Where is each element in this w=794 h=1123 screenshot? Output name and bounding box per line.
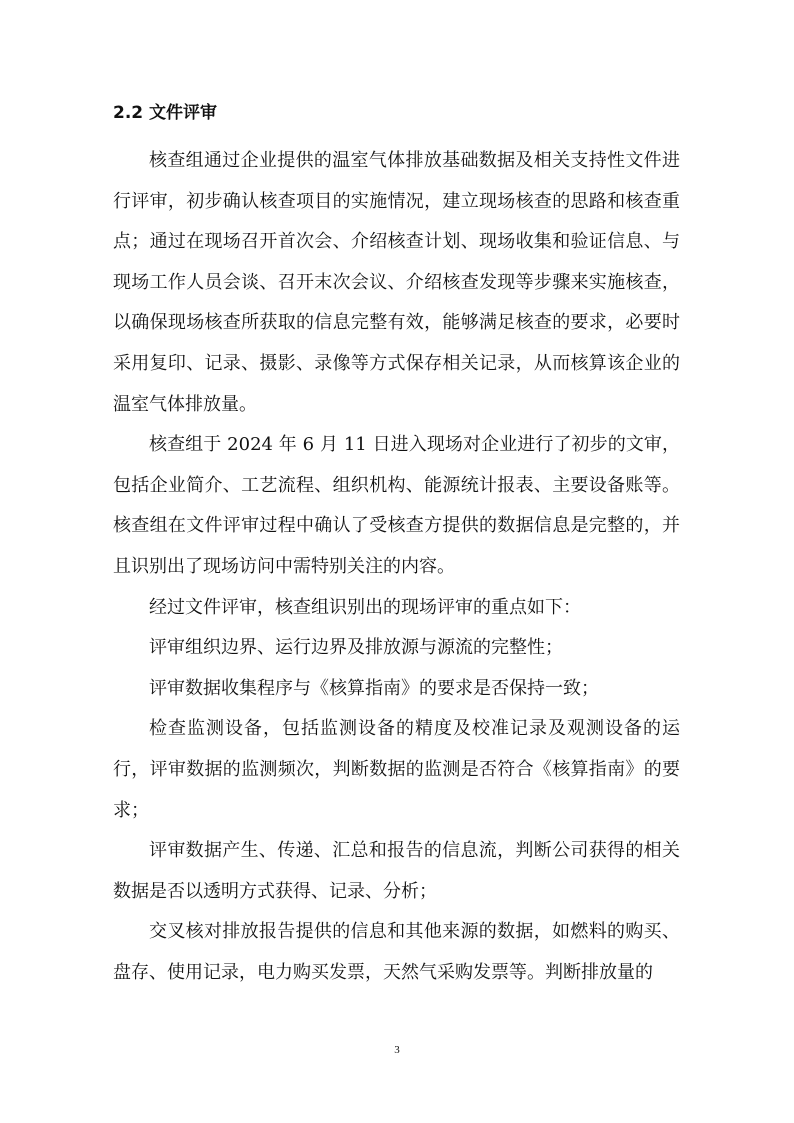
list-item-information-flow-review: 评审数据产生、传递、汇总和报告的信息流，判断公司获得的相关数据是否以透明方式获得、记录、分析； <box>113 840 680 902</box>
list-item-boundary-completeness: 评审组织边界、运行边界及排放源与源流的完整性； <box>149 637 563 659</box>
list-item-data-collection-consistency: 评审数据收集程序与《核算指南》的要求是否保持一致； <box>149 677 599 699</box>
paragraph-key-points-intro: 经过文件评审，核查组识别出的现场评审的重点如下： <box>149 596 581 618</box>
list-item-cross-check-data: 交叉核对排放报告提供的信息和其他来源的数据，如燃料的购买、盘存、使用记录，电力购买发票，天然气采购发票等。判断排放量的 <box>113 921 680 983</box>
body-text <box>113 141 680 993</box>
section-heading: 2.2 文件评审 <box>113 103 218 123</box>
page-number: 3 <box>394 1044 400 1056</box>
paragraph-initial-review-date: 核查组于 2024 年 6 月 11 日进入现场对企业进行了初步的文审，包括企业简介、工艺流程、组织机构、能源统计报表、主要设备账等。核查组在文件评审过程中确认了受核查方提供的数据信息是完整的，并且识别出了现场访问中需特别关注的内容。 <box>113 434 680 577</box>
paragraph-document-review-overview: 核查组通过企业提供的温室气体排放基础数据及相关支持性文件进行评审，初步确认核查项目的实施情况，建立现场核查的思路和核查重点；通过在现场召开首次会、介绍核查计划、现场收集和验证信息、与现场工作人员会谈、召开末次会议、介绍核查发现等步骤来实施核查，以确保现场核查所获取的信息完整有效，能够满足核查的要求，必要时采用复印、记录、摄影、录像等方式保存相关记录，从而核算该企业的温室气体排放量。 <box>113 150 680 415</box>
list-item-monitoring-equipment-check: 检查监测设备，包括监测设备的精度及校准记录及观测设备的运行，评审数据的监测频次，判断数据的监测是否符合《核算指南》的要求； <box>113 718 680 821</box>
